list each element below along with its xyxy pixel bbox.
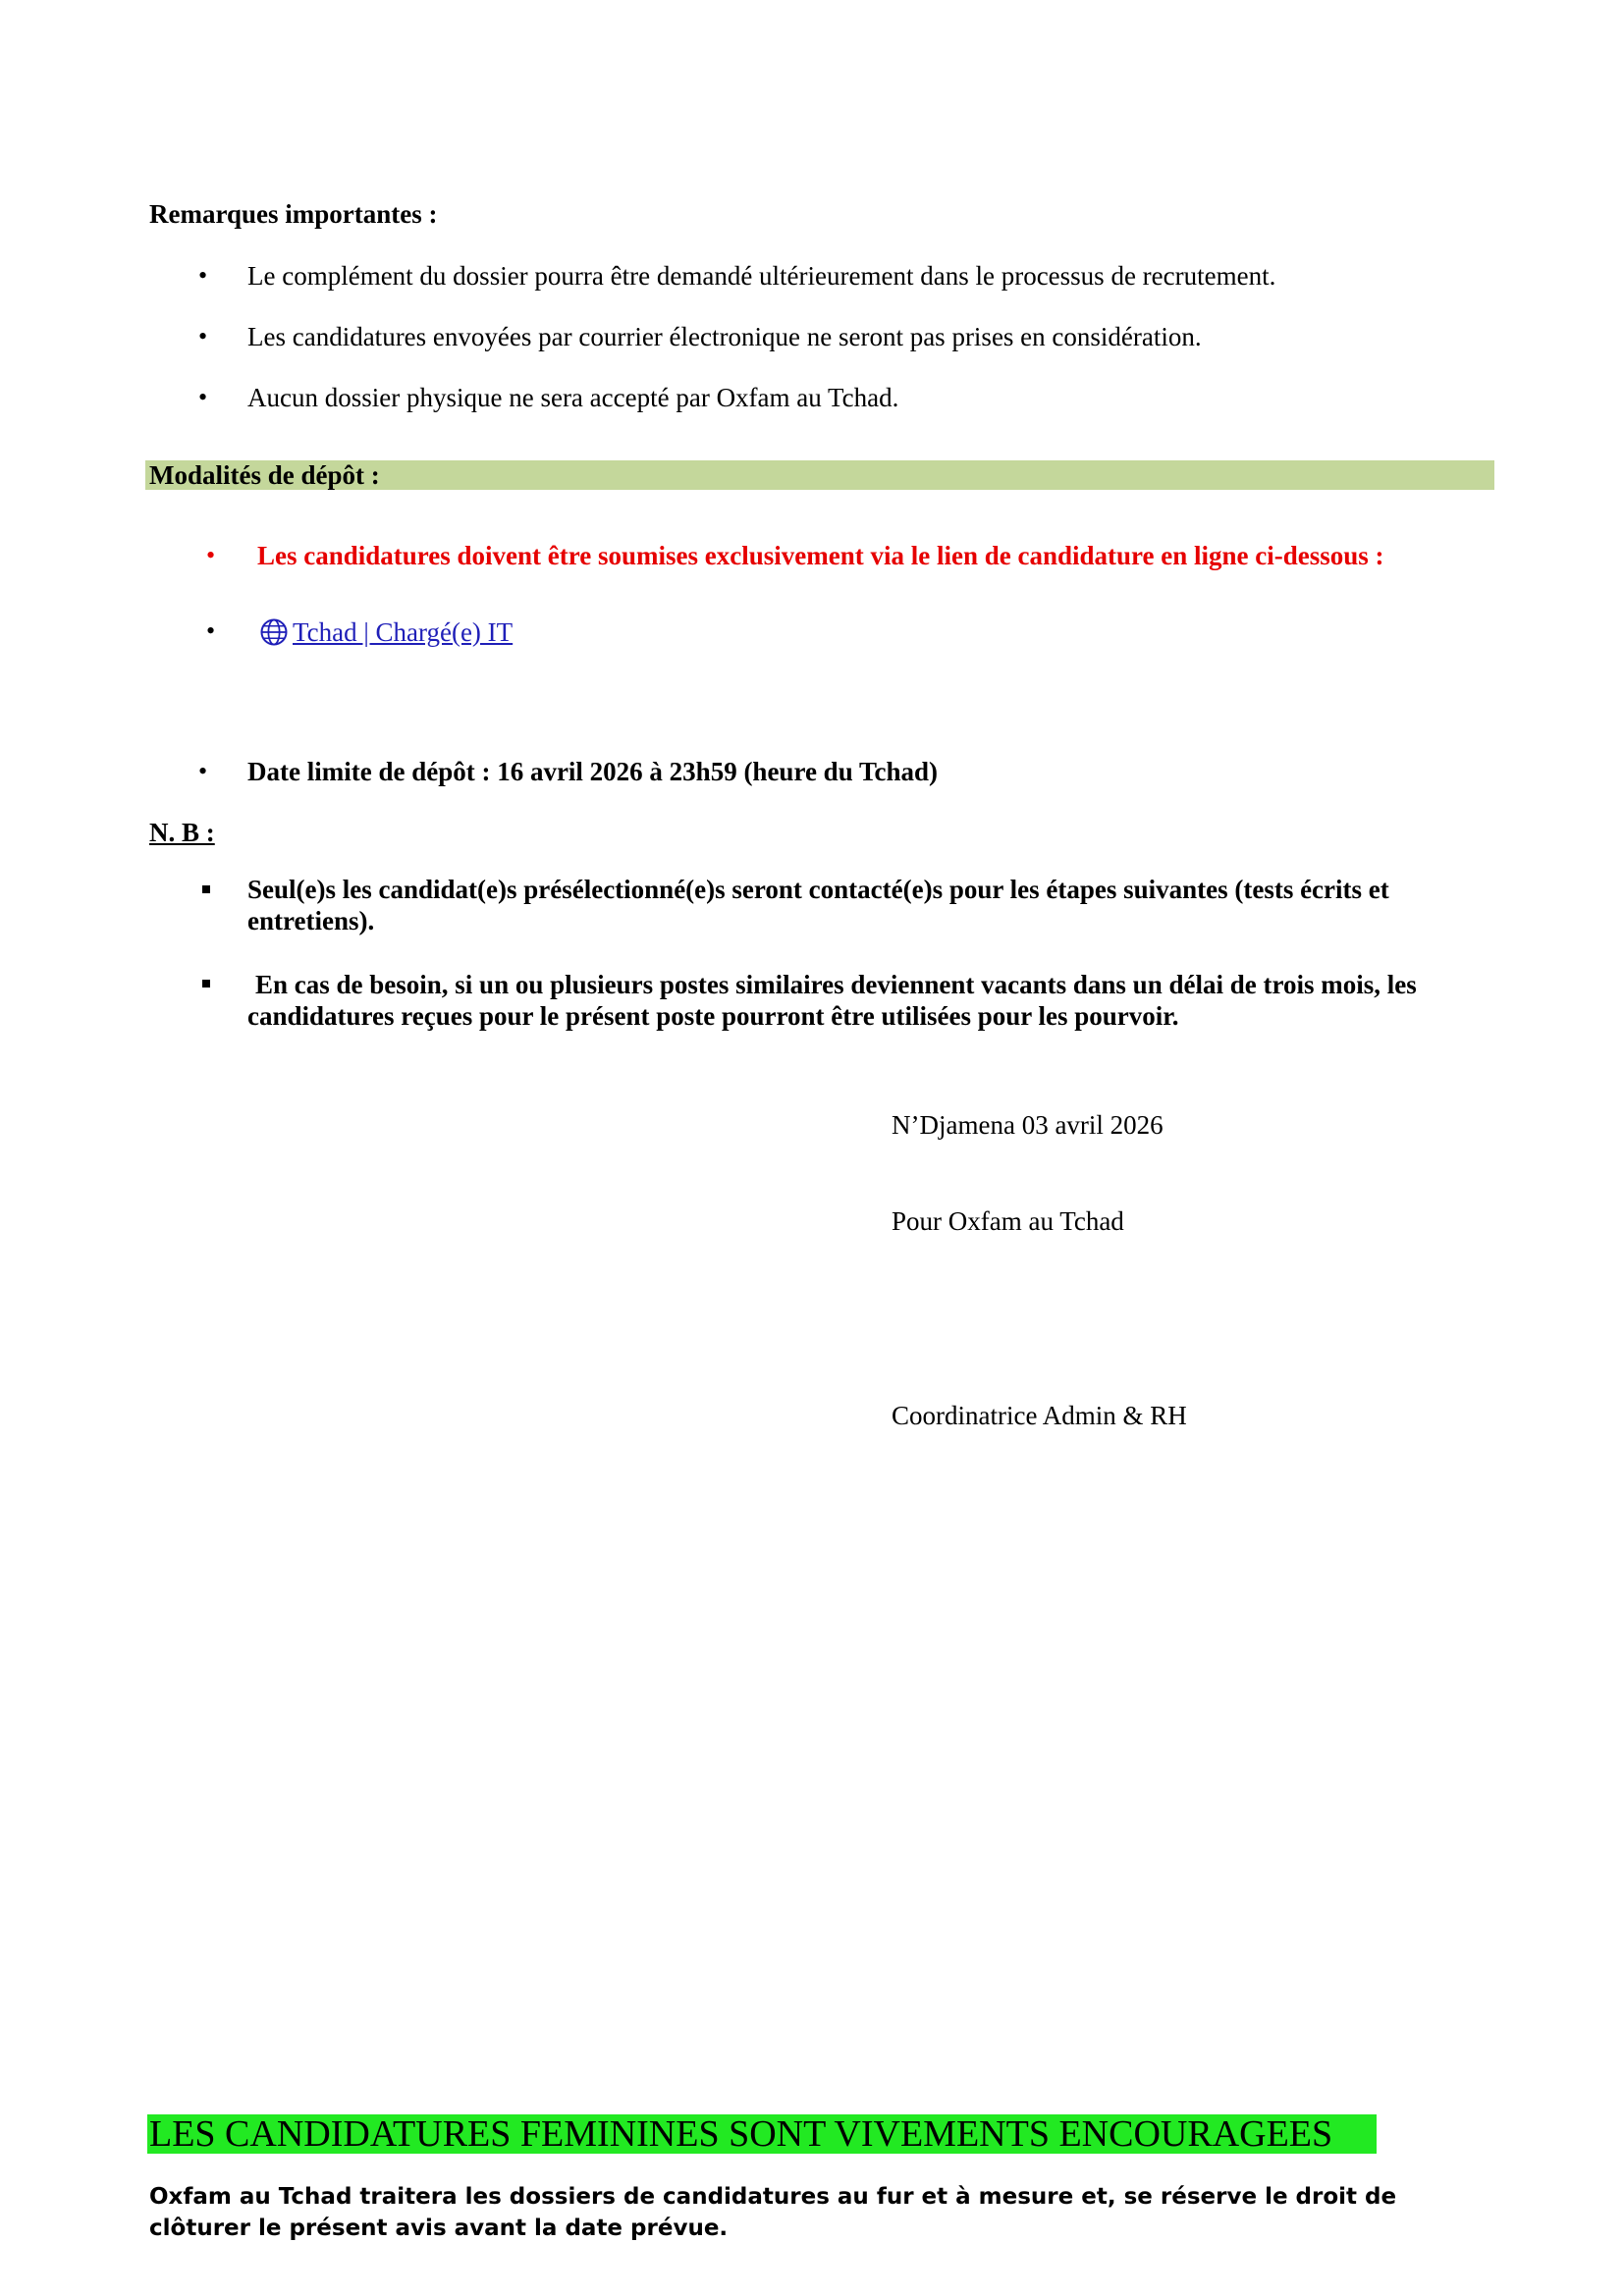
deposit-heading-bar [145, 460, 1494, 490]
bullet-icon: • [198, 383, 208, 411]
application-link-label[interactable]: Tchad | Chargé(e) IT [293, 617, 514, 647]
bullet-icon: • [206, 616, 216, 645]
bullet-icon: • [198, 322, 208, 350]
remarks-title: Remarques importantes : [149, 199, 438, 229]
nb-item: En cas de besoin, si un ou plusieurs postes similaires deviennent vacants dans un délai de trois mois, les candidatures reçues pour le présent poste pourront être utilisées pour les pourvoir. [247, 970, 1417, 1031]
remarks-item: Le complément du dossier pourra être demandé ultérieurement dans le processus de recrutement. [247, 261, 1276, 291]
nb-title: N. B : [149, 818, 215, 847]
globe-icon [259, 617, 289, 647]
signature-place-date: N’Djamena 03 avril 2026 [892, 1110, 1164, 1140]
nb-item: Seul(e)s les candidat(e)s présélectionné(e)s seront contacté(e)s pour les étapes suivantes (tests écrits et entretiens). [247, 875, 1389, 935]
deposit-title: Modalités de dépôt : [149, 460, 380, 490]
square-bullet-icon [202, 885, 210, 893]
encouragement-banner-text: LES CANDIDATURES FEMININES SONT VIVEMENTS ENCOURAGEES [149, 2113, 1333, 2155]
deposit-deadline: Date limite de dépôt : 16 avril 2026 à 23h59 (heure du Tchad) [247, 757, 939, 786]
bullet-icon: • [206, 541, 216, 569]
square-bullet-icon [202, 980, 210, 988]
remarks-item: Aucun dossier physique ne sera accepté par Oxfam au Tchad. [247, 383, 899, 412]
encouragement-banner [147, 2114, 1377, 2154]
application-link[interactable] [259, 616, 513, 648]
footer-note: Oxfam au Tchad traitera les dossiers de candidatures au fur et à mesure et, se réserve le droit de clôturer le présent avis avant la date prévue. [149, 2184, 1397, 2241]
deposit-instruction: Les candidatures doivent être soumises exclusivement via le lien de candidature en ligne ci-dessous : [257, 541, 1384, 570]
signature-role: Coordinatrice Admin & RH [892, 1401, 1187, 1430]
bullet-icon: • [198, 261, 208, 290]
bullet-icon: • [198, 757, 208, 785]
remarks-item: Les candidatures envoyées par courrier électronique ne seront pas prises en considération. [247, 322, 1202, 351]
signature-for-org: Pour Oxfam au Tchad [892, 1206, 1124, 1236]
